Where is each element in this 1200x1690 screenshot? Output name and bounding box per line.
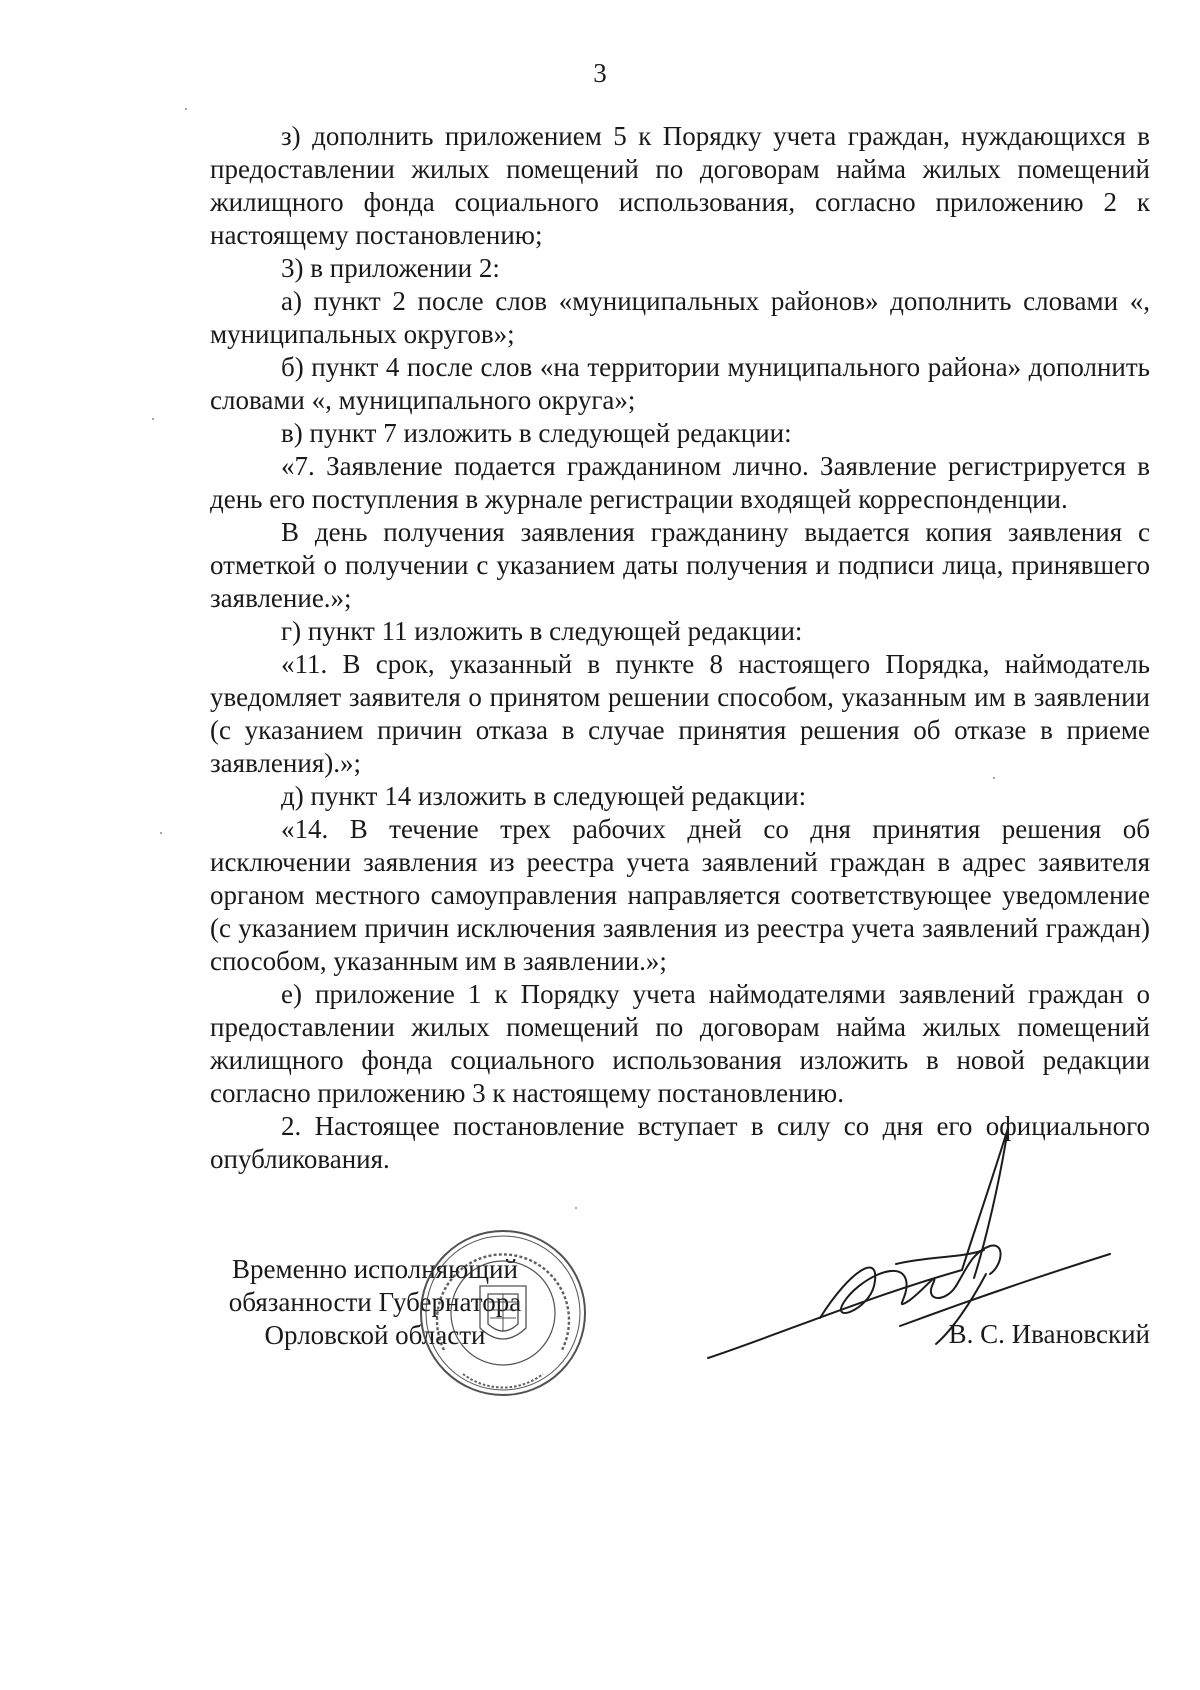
signer-line-2: обязанности Губернатора <box>228 1287 522 1317</box>
paragraph-e: е) приложение 1 к Порядку учета наймодателями заявлений граждан о предоставлении жилых помещений по договорам найма жилых помещений жилищного фонда социального использования изложить в новой редакции согласно приложению 3 к настоящему постановлению. <box>210 979 1150 1108</box>
page-number: 3 <box>593 58 607 88</box>
paragraph-2-effective: 2. Настоящее постановление вступает в силу со дня его официального опубликования. <box>210 1111 1150 1174</box>
paragraph-item-7: «7. Заявление подается гражданином лично. Заявление регистрируется в день его поступления в журнале регистрации входящей корреспонденции. <box>210 451 1150 514</box>
signer-name: В. С. Ивановский <box>948 1319 1150 1349</box>
paragraph-item-7-copy: В день получения заявления гражданину выдается копия заявления с отметкой о получении с указанием даты получения и подписи лица, принявшего заявление.»; <box>210 517 1150 613</box>
paragraph-b: б) пункт 4 после слов «на территории муниципального района» дополнить словами «, муниципального округа»; <box>210 352 1150 415</box>
paragraph-a: а) пункт 2 после слов «муниципальных районов» дополнить словами «, муниципальных округов»; <box>210 286 1150 349</box>
paragraph-v: в) пункт 7 изложить в следующей редакции: <box>281 418 792 448</box>
paragraph-item-14: «14. В течение трех рабочих дней со дня принятия решения об исключении заявления из реестра учета заявлений граждан в адрес заявителя органом местного самоуправления направляется соответствующее уведомление (с указанием причин исключения заявления из реестра учета заявлений граждан) способом, указанным им в заявлении.»; <box>210 814 1150 976</box>
paragraph-g: г) пункт 11 изложить в следующей редакции: <box>281 616 803 646</box>
paragraph-item-11: «11. В срок, указанный в пункте 8 настоящего Порядка, наймодатель уведомляет заявителя о принятом решении способом, указанным им в заявлении (с указанием причин отказа в случае принятия решения об отказе в приеме заявления).»; <box>210 649 1150 778</box>
paragraph-d: д) пункт 14 изложить в следующей редакции: <box>281 781 807 811</box>
official-seal-icon <box>418 1228 588 1398</box>
scan-speck <box>160 832 162 834</box>
document-body <box>210 120 1150 1176</box>
scan-speck <box>575 1207 577 1209</box>
paragraph-z: з) дополнить приложением 5 к Порядку учета граждан, нуждающихся в предоставлении жилых помещений по договорам найма жилых помещений жилищного фонда социального использования, согласно приложению 2 к настоящему постановлению; <box>210 121 1150 250</box>
signer-line-1: Временно исполняющий <box>232 1254 518 1284</box>
scan-speck <box>993 777 995 779</box>
scan-speck <box>185 108 187 110</box>
scan-speck <box>152 418 154 420</box>
signer-line-3: Орловской области <box>264 1320 486 1350</box>
paragraph-3: 3) в приложении 2: <box>281 253 500 283</box>
